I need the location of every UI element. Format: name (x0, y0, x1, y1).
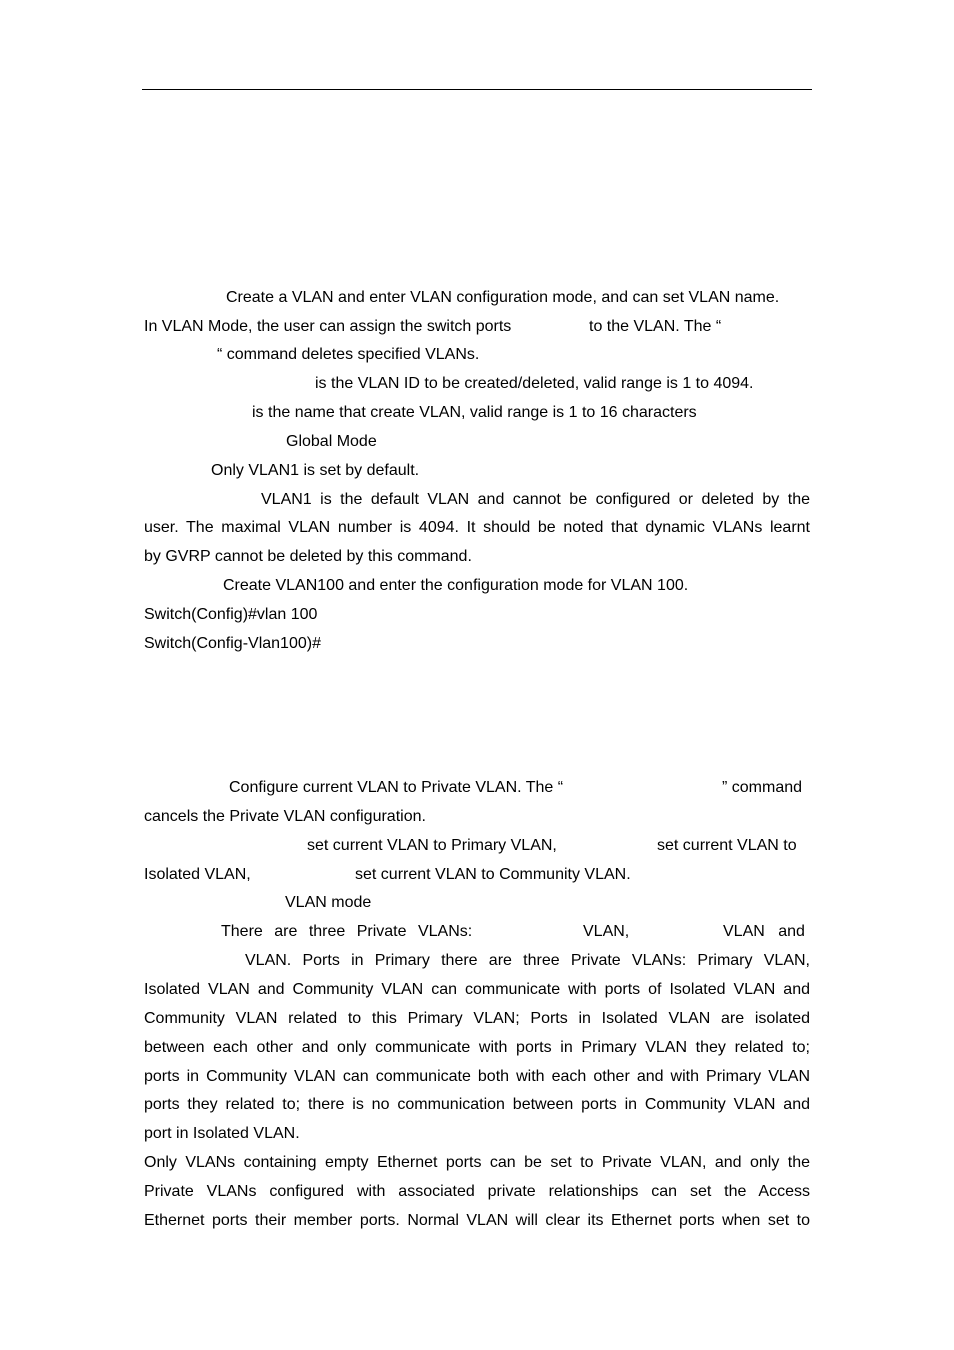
s1-example-cmd1: Switch(Config)#vlan 100 (144, 606, 318, 623)
s1-default: Only VLAN1 is set by default. (211, 462, 420, 479)
s1-example-cmd2: Switch(Config-Vlan100)# (144, 635, 321, 652)
s2-param-primary: set current VLAN to Primary VLAN, (307, 837, 557, 854)
s2-param-community: set current VLAN to Community VLAN. (355, 866, 631, 883)
s2-usage-line8: port in Isolated VLAN. (144, 1125, 300, 1142)
header-rule (142, 89, 812, 90)
s2-usage-line10: Private VLANs configured with associated private relationships can set the Access (144, 1183, 810, 1200)
s1-param-vlan-id: is the VLAN ID to be created/deleted, valid range is 1 to 4094. (315, 375, 754, 392)
s2-line1b: ” command (722, 779, 803, 796)
s1-param-vlan-name: is the name that create VLAN, valid range is 1 to 16 characters (252, 404, 697, 421)
s1-command-mode: Global Mode (286, 433, 377, 450)
s2-usage-line1a: There are three Private VLANs: (221, 923, 473, 940)
s2-line4a: Isolated VLAN, (144, 866, 251, 883)
s1-description: Create a VLAN and enter VLAN configuration mode, and can set VLAN name. (226, 289, 780, 306)
s2-usage-line6: ports in Community VLAN can communicate both with each other and with Primary VLAN (144, 1068, 810, 1085)
s2-usage-line4: Community VLAN related to this Primary VLAN; Ports in Isolated VLAN are isolated (144, 1010, 810, 1027)
s2-usage-line11: Ethernet ports their member ports. Normal VLAN will clear its Ethernet ports when set to (144, 1212, 810, 1229)
s1-line2a: In VLAN Mode, the user can assign the switch ports (144, 318, 512, 335)
s1-example: Create VLAN100 and enter the configuration mode for VLAN 100. (223, 577, 689, 594)
s2-usage-line9: Only VLANs containing empty Ethernet ports can be set to Private VLAN, and only the (144, 1154, 810, 1171)
s1-usage-line3: by GVRP cannot be deleted by this command. (144, 548, 472, 565)
s2-param-isolated: set current VLAN to (657, 837, 797, 854)
s2-usage-line1b: VLAN, (583, 923, 630, 940)
s1-line3: “ command deletes specified VLANs. (217, 346, 480, 363)
s1-usage-line2: user. The maximal VLAN number is 4094. It should be noted that dynamic VLANs learnt (144, 519, 810, 536)
s2-usage-line7: ports they related to; there is no communication between ports in Community VLAN and (144, 1096, 810, 1113)
s2-usage-line2: VLAN. Ports in Primary there are three Private VLANs: Primary VLAN, (245, 952, 810, 969)
s2-usage-line3: Isolated VLAN and Community VLAN can communicate with ports of Isolated VLAN and (144, 981, 810, 998)
s2-usage-line5: between each other and only communicate with ports in Primary VLAN they related to; (144, 1039, 810, 1056)
s1-line2b: to the VLAN. The “ (589, 318, 722, 335)
s2-usage-line1c: VLAN and (723, 923, 805, 940)
s2-line1a: Configure current VLAN to Private VLAN. The “ (229, 779, 564, 796)
s2-line2: cancels the Private VLAN configuration. (144, 808, 426, 825)
s2-command-mode: VLAN mode (285, 894, 372, 911)
s1-usage-line1: VLAN1 is the default VLAN and cannot be configured or deleted by the (261, 491, 810, 508)
